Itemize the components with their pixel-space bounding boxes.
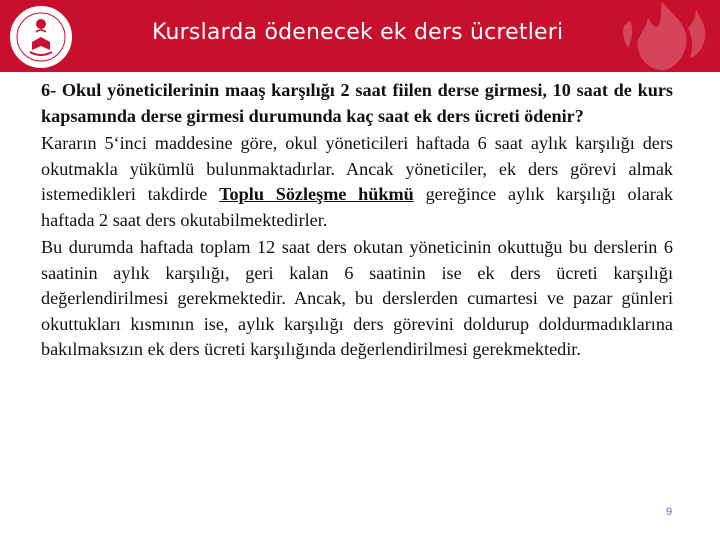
paragraph-1 [41, 131, 673, 233]
ministry-emblem-icon [6, 2, 76, 72]
paragraph-2: Bu durumda haftada toplam 12 saat ders okutan yöneticinin okuttuğu bu derslerin 6 saatinin aylık karşılığı, geri kalan 6 saatinin ise ek ders ücreti karşılığı değerlendirilmesi gerekmektedir. Ancak, bu derslerden cumartesi ve pazar günleri okuttukları kısmının ise, aylık karşılığı ders görevini doldurup doldurmadıklarına bakılmaksızın ek ders ücreti karşılığında değerlendirilmesi gerekmektedir. [41, 237, 673, 359]
slide-body [41, 78, 673, 365]
page-number: 9 [666, 506, 673, 518]
paragraph-1-end: gereğince aylık karşılığı olarak haftada 2 saat ders okutabilmektedirler. [41, 184, 673, 230]
page-title: Kurslarda ödenecek ek ders ücretleri [152, 20, 564, 45]
question-text: 6- Okul yöneticilerinin maaş karşılığı 2 saat fiilen derse girmesi, 10 saat de kurs kapsamında derse girmesi durumunda kaç saat ek ders ücreti ödenir? [41, 80, 673, 126]
header-bar [0, 0, 720, 72]
flame-icon [612, 0, 712, 72]
paragraph-1-start: Kararın 5‘inci maddesine göre, okul yöneticileri haftada 6 saat aylık karşılığı ders okutmakla yükümlü bulunmaktadırlar. Ancak yöneticiler, ek ders görevi almak istemedikleri takdirde [41, 133, 673, 204]
agreement-reference: Toplu Sözleşme hükmü [219, 184, 414, 204]
